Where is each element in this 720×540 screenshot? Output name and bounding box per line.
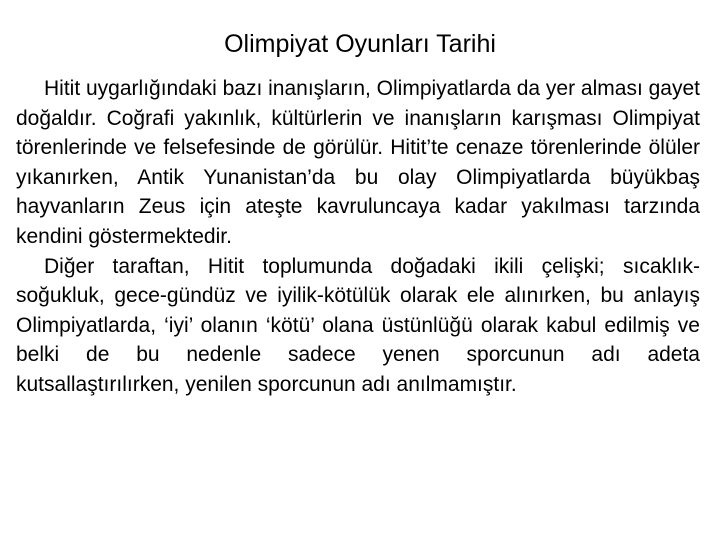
paragraph-1: Hitit uygarlığındaki bazı inanışların, Olimpiyatlarda da yer alması gayet doğaldır. Coğrafi yakınlık, kültürlerin ve inanışların karışması Olimpiyat törenlerinde ve felsefesinde de görülür. Hitit’te cenaze törenlerinde ölüler yıkanırken, Antik Yunanistan’da bu olay Olimpiyatlarda büyükbaş hayvanların Zeus için ateşte kavruluncaya kadar yakılması tarzında kendini göstermektedir.: [16, 77, 700, 248]
paragraph-2: Diğer taraftan, Hitit toplumunda doğadaki ikili çelişki; sıcaklık-soğukluk, gece-gündüz ve iyilik-kötülük olarak ele alınırken, bu anlayış Olimpiyatlarda, ‘iyi’ olanın ‘kötü’ olana üstünlüğü olarak kabul edilmiş ve belki de bu nedenle sadece yenen sporcunun adı adeta kutsallaştırılırken, yenilen sporcunun adı anılmamıştır.: [16, 254, 700, 396]
document-body: [16, 74, 700, 400]
page-title: Olimpiyat Oyunları Tarihi: [224, 30, 496, 58]
